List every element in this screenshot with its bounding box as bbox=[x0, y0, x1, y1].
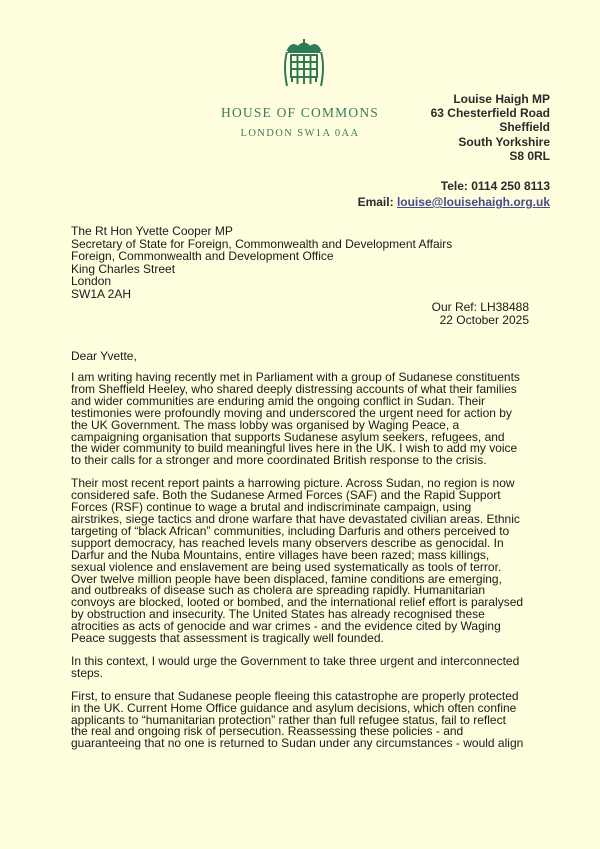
sender-name: Louise Haigh MP bbox=[453, 92, 550, 106]
paragraph-line: testimonies were profoundly moving and underscored the urgent need for action by bbox=[71, 405, 512, 420]
paragraph-line: Darfur and the Nuba Mountains, entire villages have been razed; mass killings, bbox=[71, 547, 490, 562]
paragraph-line: Over twelve million people have been displaced, famine conditions are emerging, bbox=[71, 571, 502, 586]
paragraph-line: considered safe. Both the Sudanese Armed Forces (SAF) and the Rapid Support bbox=[71, 488, 501, 503]
recipient-line: Foreign, Commonwealth and Development Office bbox=[71, 249, 334, 264]
body-paragraph bbox=[71, 688, 524, 751]
body-paragraph bbox=[71, 370, 520, 468]
sender-address-line: 63 Chesterfield Road bbox=[430, 106, 550, 121]
paragraph-line: convoys are blocked, looted or bombed, and the international relief effort is paralysed bbox=[71, 595, 524, 610]
paragraph-line: in the UK. Current Home Office guidance and asylum decisions, which often confine bbox=[71, 700, 517, 715]
recipient-address bbox=[71, 225, 452, 301]
paragraph-line: from Sheffield Heeley, who shared deeply distressing accounts of what their families bbox=[71, 381, 517, 396]
paragraph-line: to their calls for a stronger and more coordinated British response to the crisis. bbox=[71, 453, 487, 468]
paragraph-line: Forces (RSF) continue to wage a brutal and indiscriminate campaign, using bbox=[71, 500, 472, 515]
sender-block bbox=[431, 92, 550, 163]
email-label: Email: bbox=[357, 195, 394, 209]
paragraph-line: Their most recent report paints a harrowing picture. Across Sudan, no region is now bbox=[71, 476, 515, 491]
paragraph-line: atrocities as acts of genocide and war crimes - and the evidence cited by Waging bbox=[71, 619, 501, 634]
our-reference: Our Ref: LH38488 bbox=[431, 300, 529, 314]
paragraph-line: and outbreaks of disease such as cholera are spreading rapidly. Humanitarian bbox=[71, 583, 486, 598]
recipient-line: SW1A 2AH bbox=[71, 286, 132, 301]
paragraph-line: steps. bbox=[71, 665, 104, 680]
recipient-line: London bbox=[71, 274, 112, 289]
body-paragraph bbox=[71, 653, 520, 680]
salutation: Dear Yvette, bbox=[71, 349, 137, 363]
paragraph-line: targeting of “black African” communities, including Darfuris and others perceived to bbox=[71, 523, 510, 538]
body-paragraph bbox=[71, 476, 524, 646]
sender-address-line: South Yorkshire bbox=[458, 134, 550, 149]
letter-body bbox=[71, 370, 524, 761]
portcullis-crest-icon bbox=[278, 38, 330, 90]
email-link[interactable]: louise@louisehaigh.org.uk bbox=[396, 195, 550, 209]
institution-name: HOUSE OF COMMONS bbox=[221, 105, 379, 120]
paragraph-line: applicants to “humanitarian protection” rather than full refugee status, fail to reflect bbox=[71, 712, 506, 727]
sender-telephone: Tele: 0114 250 8113 bbox=[440, 179, 550, 193]
paragraph-line: guaranteeing that no one is returned to Sudan under any circumstances - would align bbox=[71, 736, 524, 751]
paragraph-line: the real and ongoing risk of persecution. Reassessing these policies - and bbox=[71, 724, 464, 739]
paragraph-line: First, to ensure that Sudanese people fleeing this catastrophe are properly protected bbox=[71, 688, 519, 703]
paragraph-line: Peace suggests that assessment is tragically well founded. bbox=[71, 631, 384, 646]
recipient-line: Secretary of State for Foreign, Commonwealth and Development Affairs bbox=[71, 236, 453, 251]
paragraph-line: the wider community to build meaningful lives here in the UK. I wish to add my voice bbox=[71, 441, 518, 456]
contact-block bbox=[358, 178, 550, 210]
sender-address-line: S8 0RL bbox=[509, 148, 550, 163]
sender-address-line: Sheffield bbox=[499, 120, 550, 135]
paragraph-line: I am writing having recently met in Parliament with a group of Sudanese constituents bbox=[71, 370, 520, 384]
paragraph-line: the UK Government. The mass lobby was organised by Waging Peace, a bbox=[71, 417, 460, 432]
reference-block bbox=[432, 301, 529, 326]
paragraph-line: In this context, I would urge the Government to take three urgent and interconnected bbox=[71, 653, 520, 668]
paragraph-line: by obstruction and insecurity. The United States has already recognised these bbox=[71, 607, 485, 622]
recipient-line: King Charles Street bbox=[71, 261, 176, 276]
letter-date: 22 October 2025 bbox=[439, 312, 529, 327]
recipient-line: The Rt Hon Yvette Cooper MP bbox=[71, 224, 233, 238]
paragraph-line: campaigning organisation that supports Sudanese asylum seekers, refugees, and bbox=[71, 429, 505, 444]
paragraph-line: support democracy, has reached levels many observers describe as genocidal. In bbox=[71, 535, 504, 550]
paragraph-line: and wider communities are enduring amid the ongoing conflict in Sudan. Their bbox=[71, 393, 486, 408]
paragraph-line: airstrikes, siege tactics and drone warfare that have devastated civilian areas. Ethnic bbox=[71, 511, 520, 526]
sender-email-row bbox=[358, 194, 550, 210]
institution-address: LONDON SW1A 0AA bbox=[240, 128, 360, 139]
paragraph-line: sexual violence and enslavement are being used systematically as tools of terror. bbox=[71, 559, 502, 574]
